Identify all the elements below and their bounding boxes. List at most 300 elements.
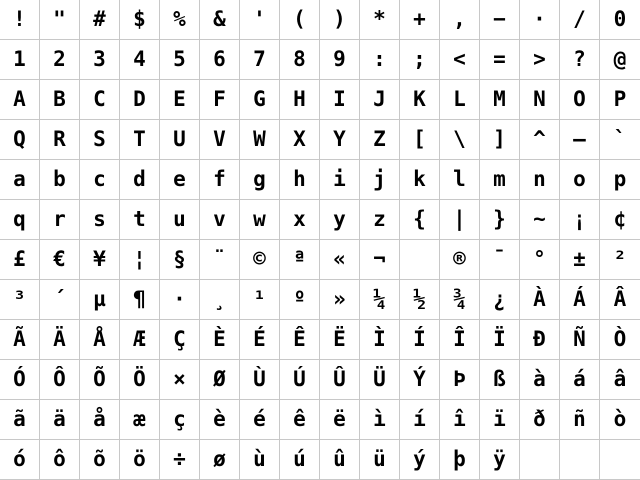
glyph-cell [80,120,120,160]
glyph: b [53,167,66,191]
glyph-cell [320,240,360,280]
glyph: s [93,207,106,231]
glyph: é [253,407,266,431]
glyph: » [333,287,346,311]
glyph: Ú [293,367,306,391]
glyph: r [53,207,66,231]
glyph-cell [480,160,520,200]
glyph: ) [333,7,346,31]
glyph: B [53,87,66,111]
glyph-cell [200,440,240,480]
glyph: è [213,407,226,431]
glyph-cell [80,0,120,40]
glyph-cell [520,120,560,160]
glyph: Ý [413,367,426,391]
glyph-cell [320,200,360,240]
glyph: d [133,167,146,191]
glyph: å [93,407,106,431]
glyph-cell [40,200,80,240]
glyph-cell [360,200,400,240]
glyph-cell [280,320,320,360]
glyph-cell [240,320,280,360]
glyph: X [293,127,306,151]
glyph: ¡ [573,207,586,231]
glyph: ä [53,407,66,431]
glyph-cell [40,360,80,400]
glyph: = [493,47,506,71]
glyph: t [133,207,146,231]
glyph-cell [200,280,240,320]
glyph-cell [480,240,520,280]
glyph-cell [320,280,360,320]
glyph: ® [453,247,466,271]
glyph: M [493,87,506,111]
glyph-cell [400,0,440,40]
glyph-cell [40,120,80,160]
glyph-cell [440,80,480,120]
glyph: Ö [133,367,146,391]
glyph-cell [160,120,200,160]
glyph-cell [400,80,440,120]
glyph-cell [600,0,640,40]
glyph-cell [80,440,120,480]
glyph-cell [320,360,360,400]
glyph: P [613,87,627,111]
glyph: N [533,87,546,111]
glyph: W [253,127,266,151]
glyph-cell [280,200,320,240]
glyph-cell [560,440,600,480]
glyph-cell [600,320,640,360]
glyph-cell [560,160,600,200]
glyph: Ø [213,367,226,391]
glyph-cell [560,0,600,40]
glyph: ¦ [133,247,146,271]
glyph-cell [320,120,360,160]
glyph-cell [0,160,40,200]
glyph: A [13,87,26,111]
glyph: ' [253,7,266,31]
glyph: ` [613,127,627,151]
glyph: 3 [93,47,106,71]
glyph: û [333,447,346,471]
glyph: > [533,47,546,71]
glyph-cell [160,440,200,480]
glyph: À [533,287,546,311]
glyph-cell [560,240,600,280]
glyph-cell [600,120,640,160]
glyph-cell [200,120,240,160]
glyph: ¸ [213,287,226,311]
glyph-cell [120,0,160,40]
glyph-cell [40,0,80,40]
glyph-cell [520,440,560,480]
glyph: ( [293,7,306,31]
glyph-cell [200,400,240,440]
glyph-cell [400,280,440,320]
glyph-cell [520,200,560,240]
glyph-cell [200,200,240,240]
glyph: w [253,207,266,231]
glyph: Ì [373,327,386,351]
glyph: £ [13,247,26,271]
glyph-cell [440,120,480,160]
glyph-cell [120,200,160,240]
glyph: ð [533,407,546,431]
glyph-cell [360,80,400,120]
glyph-cell [400,240,440,280]
glyph-cell [560,40,600,80]
glyph: p [613,167,627,191]
glyph: y [333,207,346,231]
glyph-cell [400,200,440,240]
glyph-cell [320,400,360,440]
glyph-cell [280,440,320,480]
glyph-cell [160,360,200,400]
glyph: U [173,127,186,151]
glyph: ê [293,407,306,431]
glyph: [ [413,127,426,151]
glyph-cell [80,200,120,240]
glyph-cell [200,0,240,40]
glyph-cell [240,360,280,400]
glyph: € [53,247,66,271]
glyph: § [173,247,186,271]
glyph-cell [280,280,320,320]
glyph: È [213,327,226,351]
glyph-cell [0,120,40,160]
glyph: ë [333,407,346,431]
glyph: « [333,247,346,271]
glyph: ù [253,447,266,471]
glyph: æ [133,407,146,431]
glyph: ñ [573,407,586,431]
glyph-cell [200,320,240,360]
glyph: Ä [53,327,66,351]
glyph: · [533,7,546,31]
glyph-cell [360,40,400,80]
glyph: O [573,87,586,111]
glyph: Ï [493,327,506,351]
glyph-cell [320,80,360,120]
glyph: u [173,207,186,231]
glyph-cell [0,440,40,480]
glyph: ± [573,247,586,271]
glyph-cell [280,400,320,440]
glyph: Z [373,127,386,151]
glyph-cell [560,400,600,440]
glyph: Ã [13,327,26,351]
glyph: G [253,87,266,111]
glyph: Ê [293,327,306,351]
glyph-cell [200,160,240,200]
glyph: µ [93,287,106,311]
glyph: } [493,207,506,231]
glyph: − [493,7,506,31]
glyph: ý [413,447,426,471]
glyph: x [293,207,306,231]
glyph-cell [240,0,280,40]
glyph: ß [493,367,506,391]
glyph-cell [560,80,600,120]
glyph-cell [120,440,160,480]
glyph-cell [440,240,480,280]
glyph-cell [240,400,280,440]
glyph-cell [200,240,240,280]
glyph: ¬ [373,247,386,271]
glyph-cell [0,320,40,360]
glyph: ? [573,47,586,71]
glyph-cell [440,360,480,400]
glyph: þ [453,447,466,471]
glyph-cell [520,240,560,280]
glyph-cell [40,440,80,480]
glyph: z [373,207,386,231]
glyph-cell [600,440,640,480]
glyph-cell [360,440,400,480]
glyph-cell [440,160,480,200]
glyph-cell [600,360,640,400]
glyph-cell [80,280,120,320]
glyph: g [253,167,266,191]
glyph-cell [280,80,320,120]
glyph-cell [360,400,400,440]
glyph-cell [40,280,80,320]
glyph: á [573,367,586,391]
glyph-cell [360,360,400,400]
glyph-cell [520,160,560,200]
glyph-cell [400,360,440,400]
glyph: ; [413,47,426,71]
glyph: 2 [53,47,66,71]
glyph-cell [480,360,520,400]
glyph: 6 [213,47,226,71]
glyph: & [213,7,226,31]
glyph: + [413,7,426,31]
glyph: j [373,167,386,191]
glyph-cell [80,160,120,200]
glyph: Á [573,287,586,311]
glyph-cell [40,80,80,120]
glyph-cell [440,40,480,80]
glyph: V [213,127,226,151]
glyph: n [533,167,546,191]
glyph: Ð [533,327,546,351]
glyph: ô [53,447,66,471]
glyph-cell [360,160,400,200]
glyph: Ü [373,367,386,391]
glyph: Ó [13,367,26,391]
glyph-cell [520,280,560,320]
glyph-cell [0,360,40,400]
glyph-cell [160,200,200,240]
glyph: × [173,367,186,391]
glyph: L [453,87,466,111]
glyph-cell [360,320,400,360]
glyph-cell [560,120,600,160]
glyph-cell [280,240,320,280]
glyph-cell [480,200,520,240]
glyph-cell [400,400,440,440]
glyph: a [13,167,26,191]
glyph: 0 [613,7,627,31]
glyph: · [173,287,186,311]
glyph-cell [480,120,520,160]
glyph-cell [360,120,400,160]
glyph: º [293,287,306,311]
glyph: 5 [173,47,186,71]
glyph: S [93,127,106,151]
glyph-cell [80,80,120,120]
glyph: @ [613,47,627,71]
glyph-cell [0,40,40,80]
glyph: ° [533,247,546,271]
glyph-cell [240,240,280,280]
glyph: ¯ [493,247,506,271]
glyph-cell [440,320,480,360]
glyph: Û [333,367,346,391]
glyph: í [413,407,426,431]
glyph-cell [520,40,560,80]
glyph-cell [560,200,600,240]
glyph: / [573,7,586,31]
glyph-cell [120,280,160,320]
glyph-cell [240,120,280,160]
glyph: ! [13,7,26,31]
glyph: Í [413,327,426,351]
glyph-cell [320,0,360,40]
glyph: Î [453,327,466,351]
glyph: Þ [453,367,466,391]
glyph-cell [480,0,520,40]
glyph-cell [280,0,320,40]
glyph-cell [440,440,480,480]
glyph: Å [93,327,106,351]
glyph: ö [133,447,146,471]
glyph-cell [560,320,600,360]
glyph: ü [373,447,386,471]
glyph-cell [160,240,200,280]
glyph-cell [200,360,240,400]
glyph-cell [40,240,80,280]
glyph: — [573,127,586,151]
glyph-cell [80,360,120,400]
glyph: D [133,87,146,111]
glyph: ó [13,447,26,471]
glyph: K [413,87,426,111]
glyph: Æ [133,327,146,351]
glyph-cell [280,120,320,160]
glyph: k [413,167,426,191]
glyph: Â [613,287,627,311]
glyph: # [93,7,106,31]
glyph-cell [600,240,640,280]
glyph: e [173,167,186,191]
glyph: $ [133,7,146,31]
glyph-cell [320,440,360,480]
glyph-cell [480,280,520,320]
glyph: % [173,7,186,31]
glyph: Ç [173,327,186,351]
glyph: ú [293,447,306,471]
glyph: 8 [293,47,306,71]
glyph-cell [600,80,640,120]
glyph-cell [400,120,440,160]
glyph-cell [40,400,80,440]
glyph-cell [520,0,560,40]
glyph: C [93,87,106,111]
glyph: Ñ [573,327,586,351]
glyph-cell [400,40,440,80]
glyph-cell [160,40,200,80]
glyph: É [253,327,266,351]
glyph: © [253,247,266,271]
glyph: â [613,367,627,391]
glyph: m [493,167,506,191]
glyph: ç [173,407,186,431]
glyph-cell [440,0,480,40]
glyph: Q [13,127,26,151]
glyph-cell [240,280,280,320]
glyph-cell [80,320,120,360]
glyph: 4 [133,47,146,71]
glyph-cell [120,360,160,400]
glyph-cell [600,160,640,200]
glyph: f [213,167,226,191]
glyph-cell [520,360,560,400]
glyph: E [173,87,186,111]
glyph: Ë [333,327,346,351]
glyph-cell [120,80,160,120]
glyph-cell [560,360,600,400]
glyph: v [213,207,226,231]
glyph: q [13,207,26,231]
glyph: ï [493,407,506,431]
glyph-cell [360,240,400,280]
glyph-cell [240,160,280,200]
glyph: Ô [53,367,66,391]
glyph: î [453,407,466,431]
glyph-cell [160,160,200,200]
glyph-cell [600,40,640,80]
glyph-cell [480,400,520,440]
glyph: Õ [93,367,106,391]
glyph-cell [400,160,440,200]
glyph-cell [360,0,400,40]
glyph-cell [600,400,640,440]
glyph-cell [120,320,160,360]
glyph: " [53,7,66,31]
glyph: ¹ [253,287,266,311]
glyph: ã [13,407,26,431]
glyph: * [373,7,386,31]
glyph: 9 [333,47,346,71]
glyph: ² [613,247,627,271]
glyph-cell [160,280,200,320]
glyph: F [213,87,226,111]
glyph: ½ [413,287,426,311]
glyph-cell [80,240,120,280]
glyph-cell [480,320,520,360]
glyph: ª [293,247,306,271]
glyph-cell [160,400,200,440]
glyph: õ [93,447,106,471]
glyph: ¿ [493,287,506,311]
glyph: 7 [253,47,266,71]
glyph: 1 [13,47,26,71]
glyph: ] [493,127,506,151]
glyph: ÿ [493,447,506,471]
